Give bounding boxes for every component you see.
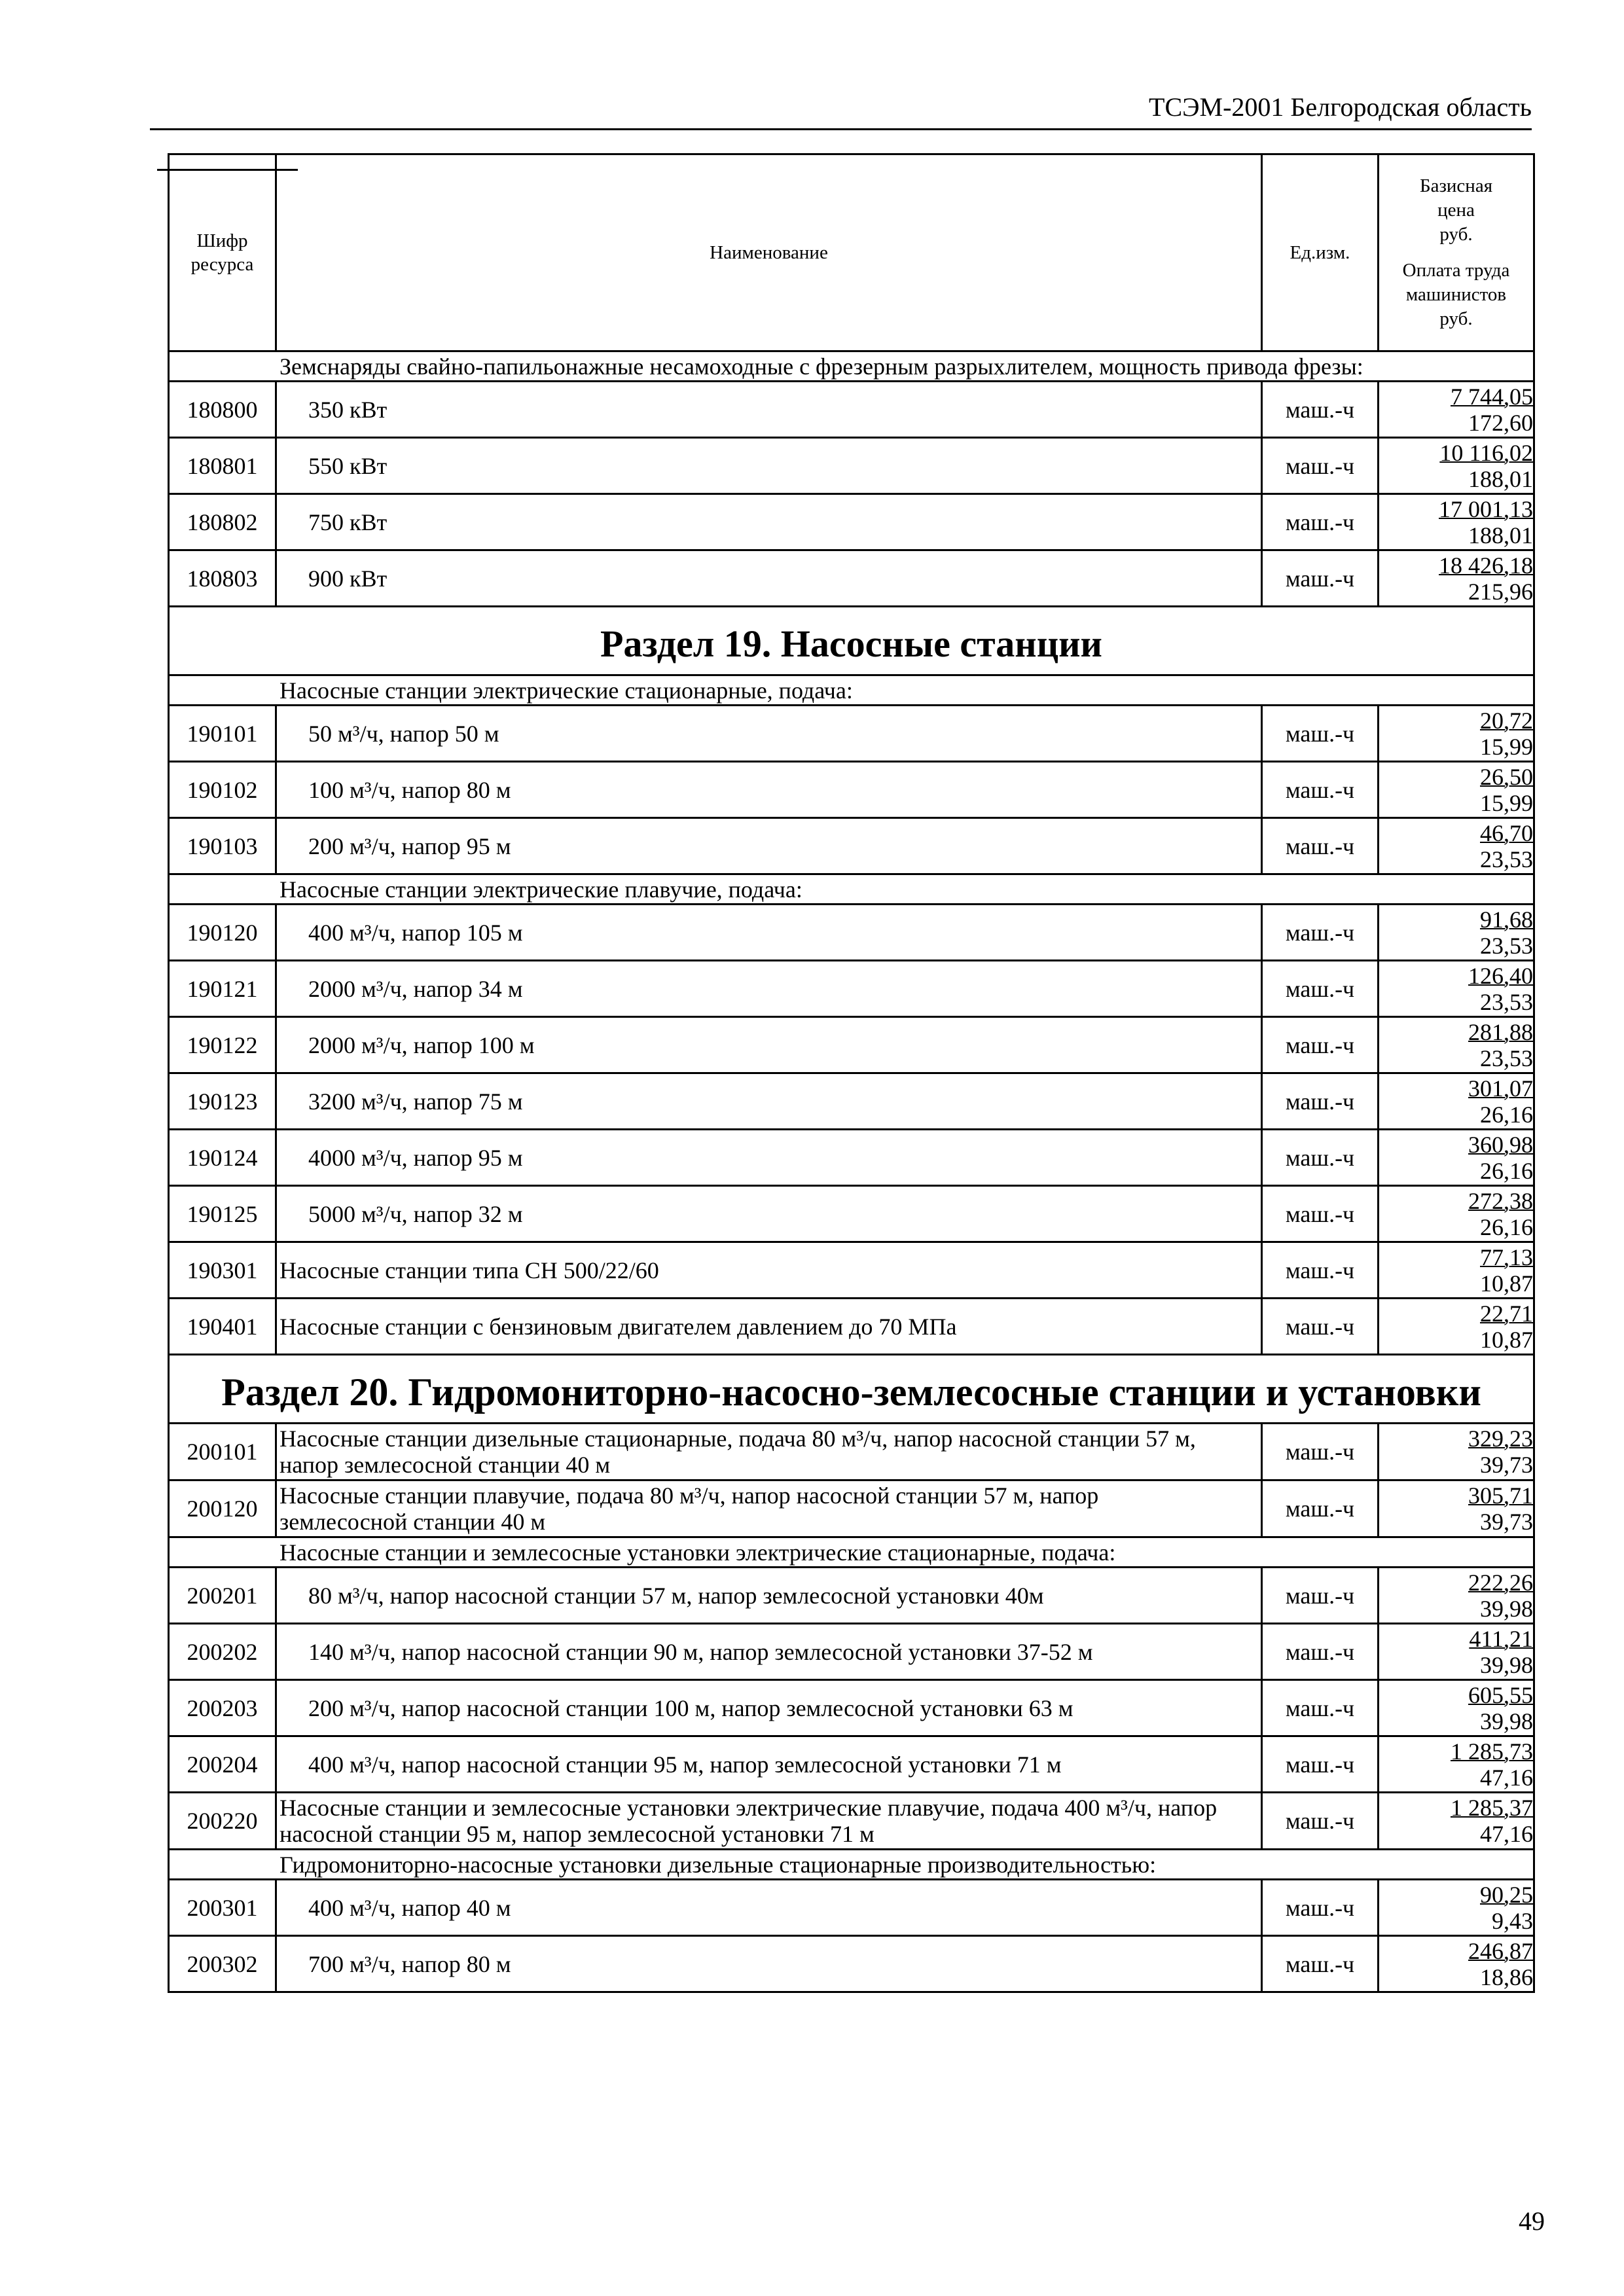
section-heading-cell: Раздел 20. Гидромониторно-насосно-землесосные станции и установки — [169, 1355, 1534, 1424]
unit-cell: маш.-ч — [1262, 1186, 1379, 1242]
unit-cell: маш.-ч — [1262, 1424, 1379, 1480]
group-heading-text: Земснаряды свайно-папильонажные несамоходные с фрезерным разрыхлителем, мощность привода фрезы: — [280, 353, 1363, 380]
group-heading-cell — [169, 1850, 1534, 1880]
page-number: 49 — [1519, 2206, 1545, 2236]
resource-code-cell: 200120 — [169, 1480, 276, 1537]
price-cell — [1379, 1242, 1534, 1299]
operator-wage-value: 26,16 — [1480, 1157, 1533, 1184]
resource-code-cell: 200202 — [169, 1624, 276, 1680]
group-row — [169, 1850, 1534, 1880]
group-heading-cell — [169, 1537, 1534, 1568]
group-heading-text: Насосные станции электрические плавучие, подача: — [280, 876, 803, 903]
table-row — [169, 1299, 1534, 1355]
unit-cell: маш.-ч — [1262, 1073, 1379, 1130]
resource-code-cell: 190125 — [169, 1186, 276, 1242]
resource-code-cell: 190120 — [169, 905, 276, 961]
base-price-value: 7 744,05 — [1451, 383, 1533, 410]
header-title: ТСЭМ-2001 Белгородская область — [1149, 92, 1532, 122]
cell-text: Насосные станции плавучие, подача 80 м³/ч, напор насосной станции 57 м, напор — [280, 1482, 1099, 1509]
cell-text: Базисная — [1419, 175, 1493, 196]
unit-cell: маш.-ч — [1262, 1017, 1379, 1073]
operator-wage-value: 15,99 — [1480, 789, 1533, 816]
resource-name-cell: 350 кВт — [276, 382, 1262, 438]
unit-cell: маш.-ч — [1262, 1624, 1379, 1680]
cell-text — [1379, 247, 1533, 259]
price-cell — [1379, 438, 1534, 494]
operator-wage-value: 23,53 — [1480, 932, 1533, 959]
base-price-value: 90,25 — [1480, 1881, 1533, 1908]
base-price-value: 305,71 — [1468, 1482, 1533, 1509]
price-cell — [1379, 1680, 1534, 1736]
price-cell — [1379, 494, 1534, 550]
resource-name-cell: 5000 м³/ч, напор 32 м — [276, 1186, 1262, 1242]
table-row — [169, 1186, 1534, 1242]
unit-cell: маш.-ч — [1262, 818, 1379, 874]
price-cell — [1379, 1130, 1534, 1186]
base-price-value: 605,55 — [1468, 1681, 1533, 1708]
price-cell — [1379, 1624, 1534, 1680]
resource-name-cell: 900 кВт — [276, 550, 1262, 607]
operator-wage-value: 9,43 — [1492, 1907, 1533, 1934]
table-row — [169, 1480, 1534, 1537]
operator-wage-value: 10,87 — [1480, 1270, 1533, 1297]
base-price-value: 18 426,18 — [1439, 552, 1533, 579]
resource-name-cell: 3200 м³/ч, напор 75 м — [276, 1073, 1262, 1130]
table-row — [169, 1736, 1534, 1793]
price-cell — [1379, 1073, 1534, 1130]
resource-code-cell: 200220 — [169, 1793, 276, 1850]
resource-name-cell: 4000 м³/ч, напор 95 м — [276, 1130, 1262, 1186]
base-price-value: 301,07 — [1468, 1075, 1533, 1102]
base-price-value: 20,72 — [1480, 707, 1533, 734]
resource-price-table — [168, 153, 1535, 1993]
running-header — [150, 92, 1532, 130]
group-row — [169, 1537, 1534, 1568]
cell-text: машинистов — [1405, 284, 1507, 305]
cell-text: руб. — [1439, 224, 1473, 245]
group-heading-cell — [169, 675, 1534, 706]
section-heading-cell: Раздел 19. Насосные станции — [169, 607, 1534, 675]
resource-name-cell: 400 м³/ч, напор 105 м — [276, 905, 1262, 961]
resource-code-cell: 200201 — [169, 1568, 276, 1624]
resource-name-cell — [276, 1480, 1262, 1537]
resource-name-cell: Насосные станции с бензиновым двигателем давлением до 70 МПа — [276, 1299, 1262, 1355]
table-row — [169, 1073, 1534, 1130]
price-cell — [1379, 1017, 1534, 1073]
unit-cell: маш.-ч — [1262, 382, 1379, 438]
operator-wage-value: 215,96 — [1468, 578, 1533, 605]
table-row — [169, 1793, 1534, 1850]
section-heading-19 — [169, 607, 1534, 675]
resource-name-cell: 550 кВт — [276, 438, 1262, 494]
unit-cell: маш.-ч — [1262, 1680, 1379, 1736]
base-price-value: 17 001,13 — [1439, 495, 1533, 522]
price-cell — [1379, 818, 1534, 874]
base-price-value: 360,98 — [1468, 1131, 1533, 1158]
column-header-code — [169, 154, 276, 351]
table-row — [169, 1130, 1534, 1186]
table-row — [169, 1017, 1534, 1073]
unit-cell: маш.-ч — [1262, 438, 1379, 494]
resource-code-cell: 190124 — [169, 1130, 276, 1186]
resource-name-cell: 400 м³/ч, напор 40 м — [276, 1880, 1262, 1936]
resource-name-cell: 2000 м³/ч, напор 100 м — [276, 1017, 1262, 1073]
price-cell — [1379, 1186, 1534, 1242]
unit-cell: маш.-ч — [1262, 1936, 1379, 1992]
group-heading-cell — [169, 351, 1534, 382]
table-row — [169, 961, 1534, 1017]
operator-wage-value: 39,98 — [1480, 1708, 1533, 1734]
unit-cell: маш.-ч — [1262, 905, 1379, 961]
operator-wage-value: 23,53 — [1480, 846, 1533, 872]
resource-name-cell: 2000 м³/ч, напор 34 м — [276, 961, 1262, 1017]
operator-wage-value: 26,16 — [1480, 1213, 1533, 1240]
section-heading-20 — [169, 1355, 1534, 1424]
base-price-value: 411,21 — [1469, 1625, 1533, 1652]
unit-cell: маш.-ч — [1262, 1793, 1379, 1850]
group-heading-text: Гидромониторно-насосные установки дизельные стационарные производительностью: — [280, 1851, 1157, 1878]
column-header-unit: Ед.изм. — [1262, 154, 1379, 351]
operator-wage-value: 23,53 — [1480, 988, 1533, 1015]
column-header-price — [1379, 154, 1534, 351]
unit-cell: маш.-ч — [1262, 1480, 1379, 1537]
operator-wage-value: 39,98 — [1480, 1595, 1533, 1622]
resource-code-cell: 180801 — [169, 438, 276, 494]
resource-code-cell: 190121 — [169, 961, 276, 1017]
table-row — [169, 438, 1534, 494]
operator-wage-value: 47,16 — [1480, 1821, 1533, 1847]
base-price-value: 22,71 — [1480, 1300, 1533, 1327]
operator-wage-value: 10,87 — [1480, 1326, 1533, 1353]
unit-cell: маш.-ч — [1262, 961, 1379, 1017]
cell-text: руб. — [1439, 308, 1473, 329]
resource-code-cell: 190101 — [169, 706, 276, 762]
resource-name-cell: Насосные станции типа СН 500/22/60 — [276, 1242, 1262, 1299]
price-cell — [1379, 1793, 1534, 1850]
resource-code-cell: 200204 — [169, 1736, 276, 1793]
resource-code-cell: 200101 — [169, 1424, 276, 1480]
cell-text: Шифр ресурса — [190, 230, 254, 275]
table-row — [169, 1936, 1534, 1992]
cell-text: Насосные станции дизельные стационарные, подача 80 м³/ч, напор насосной станции 57 м, — [280, 1426, 1196, 1452]
group-heading-text: Насосные станции электрические стационарные, подача: — [280, 677, 853, 704]
price-cell — [1379, 1880, 1534, 1936]
base-price-value: 91,68 — [1480, 906, 1533, 933]
base-price-value: 281,88 — [1468, 1018, 1533, 1045]
operator-wage-value: 39,73 — [1480, 1509, 1533, 1535]
resource-code-cell: 180802 — [169, 494, 276, 550]
table-row — [169, 905, 1534, 961]
operator-wage-value: 23,53 — [1480, 1045, 1533, 1071]
base-price-value: 46,70 — [1480, 819, 1533, 846]
price-cell — [1379, 1424, 1534, 1480]
price-cell — [1379, 905, 1534, 961]
base-price-value: 1 285,37 — [1451, 1795, 1533, 1821]
base-price-value: 222,26 — [1468, 1569, 1533, 1596]
table-row — [169, 382, 1534, 438]
price-cell — [1379, 382, 1534, 438]
resource-name-cell: 750 кВт — [276, 494, 1262, 550]
resource-name-cell — [276, 1793, 1262, 1850]
base-price-value: 26,50 — [1480, 763, 1533, 790]
resource-name-cell: 200 м³/ч, напор 95 м — [276, 818, 1262, 874]
operator-wage-value: 15,99 — [1480, 733, 1533, 760]
cell-text: цена — [1437, 200, 1475, 221]
price-cell — [1379, 1936, 1534, 1992]
price-cell — [1379, 706, 1534, 762]
price-cell — [1379, 1568, 1534, 1624]
cell-text: Насосные станции и землесосные установки электрические плавучие, подача 400 м³/ч, напор — [280, 1795, 1218, 1821]
table-row — [169, 494, 1534, 550]
operator-wage-value: 18,86 — [1480, 1964, 1533, 1990]
table-header-row — [169, 154, 1534, 351]
group-row — [169, 351, 1534, 382]
base-price-value: 126,40 — [1468, 962, 1533, 989]
resource-name-cell: 400 м³/ч, напор насосной станции 95 м, напор землесосной установки 71 м — [276, 1736, 1262, 1793]
operator-wage-value: 188,01 — [1468, 465, 1533, 492]
table-row — [169, 1624, 1534, 1680]
group-row — [169, 874, 1534, 905]
resource-name-cell: 140 м³/ч, напор насосной станции 90 м, напор землесосной установки 37-52 м — [276, 1624, 1262, 1680]
operator-wage-value: 39,73 — [1480, 1452, 1533, 1478]
table-row — [169, 1424, 1534, 1480]
price-cell — [1379, 1480, 1534, 1537]
column-header-name: Наименование — [276, 154, 1262, 351]
resource-name-cell: 700 м³/ч, напор 80 м — [276, 1936, 1262, 1992]
base-price-value: 246,87 — [1468, 1937, 1533, 1964]
table-row — [169, 550, 1534, 607]
unit-cell: маш.-ч — [1262, 1299, 1379, 1355]
price-cell — [1379, 1299, 1534, 1355]
resource-code-cell: 190122 — [169, 1017, 276, 1073]
base-price-value: 10 116,02 — [1439, 439, 1533, 466]
base-price-value: 77,13 — [1480, 1244, 1533, 1270]
table-row — [169, 1242, 1534, 1299]
unit-cell: маш.-ч — [1262, 1736, 1379, 1793]
resource-name-cell: 80 м³/ч, напор насосной станции 57 м, напор землесосной установки 40м — [276, 1568, 1262, 1624]
resource-name-cell: 200 м³/ч, напор насосной станции 100 м, напор землесосной установки 63 м — [276, 1680, 1262, 1736]
cell-text: землесосной станции 40 м — [280, 1509, 546, 1535]
resource-code-cell: 190301 — [169, 1242, 276, 1299]
group-heading-cell — [169, 874, 1534, 905]
group-row — [169, 675, 1534, 706]
price-cell — [1379, 961, 1534, 1017]
unit-cell: маш.-ч — [1262, 762, 1379, 818]
base-price-value: 272,38 — [1468, 1187, 1533, 1214]
resource-code-cell: 180803 — [169, 550, 276, 607]
cell-text: напор землесосной станции 40 м — [280, 1452, 611, 1478]
resource-name-cell: 100 м³/ч, напор 80 м — [276, 762, 1262, 818]
price-cell — [1379, 1736, 1534, 1793]
resource-code-cell: 190102 — [169, 762, 276, 818]
group-heading-text: Насосные станции и землесосные установки электрические стационарные, подача: — [280, 1539, 1116, 1566]
operator-wage-value: 188,01 — [1468, 522, 1533, 548]
table-row — [169, 1568, 1534, 1624]
table-row — [169, 762, 1534, 818]
operator-wage-value: 39,98 — [1480, 1651, 1533, 1678]
table-row — [169, 706, 1534, 762]
resource-name-cell — [276, 1424, 1262, 1480]
table-row — [169, 818, 1534, 874]
operator-wage-value: 47,16 — [1480, 1764, 1533, 1791]
price-cell — [1379, 762, 1534, 818]
resource-code-cell: 180800 — [169, 382, 276, 438]
base-price-value: 329,23 — [1468, 1426, 1533, 1452]
resource-code-cell: 190103 — [169, 818, 276, 874]
price-cell — [1379, 550, 1534, 607]
resource-code-cell: 200203 — [169, 1680, 276, 1736]
operator-wage-value: 26,16 — [1480, 1101, 1533, 1128]
unit-cell: маш.-ч — [1262, 494, 1379, 550]
unit-cell: маш.-ч — [1262, 1568, 1379, 1624]
unit-cell: маш.-ч — [1262, 1130, 1379, 1186]
cell-text: насосной станции 95 м, напор землесосной установки 71 м — [280, 1821, 875, 1847]
cell-text: Оплата труда — [1402, 260, 1510, 281]
resource-code-cell: 190123 — [169, 1073, 276, 1130]
resource-code-cell: 200301 — [169, 1880, 276, 1936]
operator-wage-value: 172,60 — [1468, 409, 1533, 436]
base-price-value: 1 285,73 — [1451, 1738, 1533, 1765]
resource-code-cell: 190401 — [169, 1299, 276, 1355]
table-row — [169, 1880, 1534, 1936]
resource-name-cell: 50 м³/ч, напор 50 м — [276, 706, 1262, 762]
unit-cell: маш.-ч — [1262, 1242, 1379, 1299]
unit-cell: маш.-ч — [1262, 1880, 1379, 1936]
resource-code-cell: 200302 — [169, 1936, 276, 1992]
unit-cell: маш.-ч — [1262, 706, 1379, 762]
table-row — [169, 1680, 1534, 1736]
unit-cell: маш.-ч — [1262, 550, 1379, 607]
